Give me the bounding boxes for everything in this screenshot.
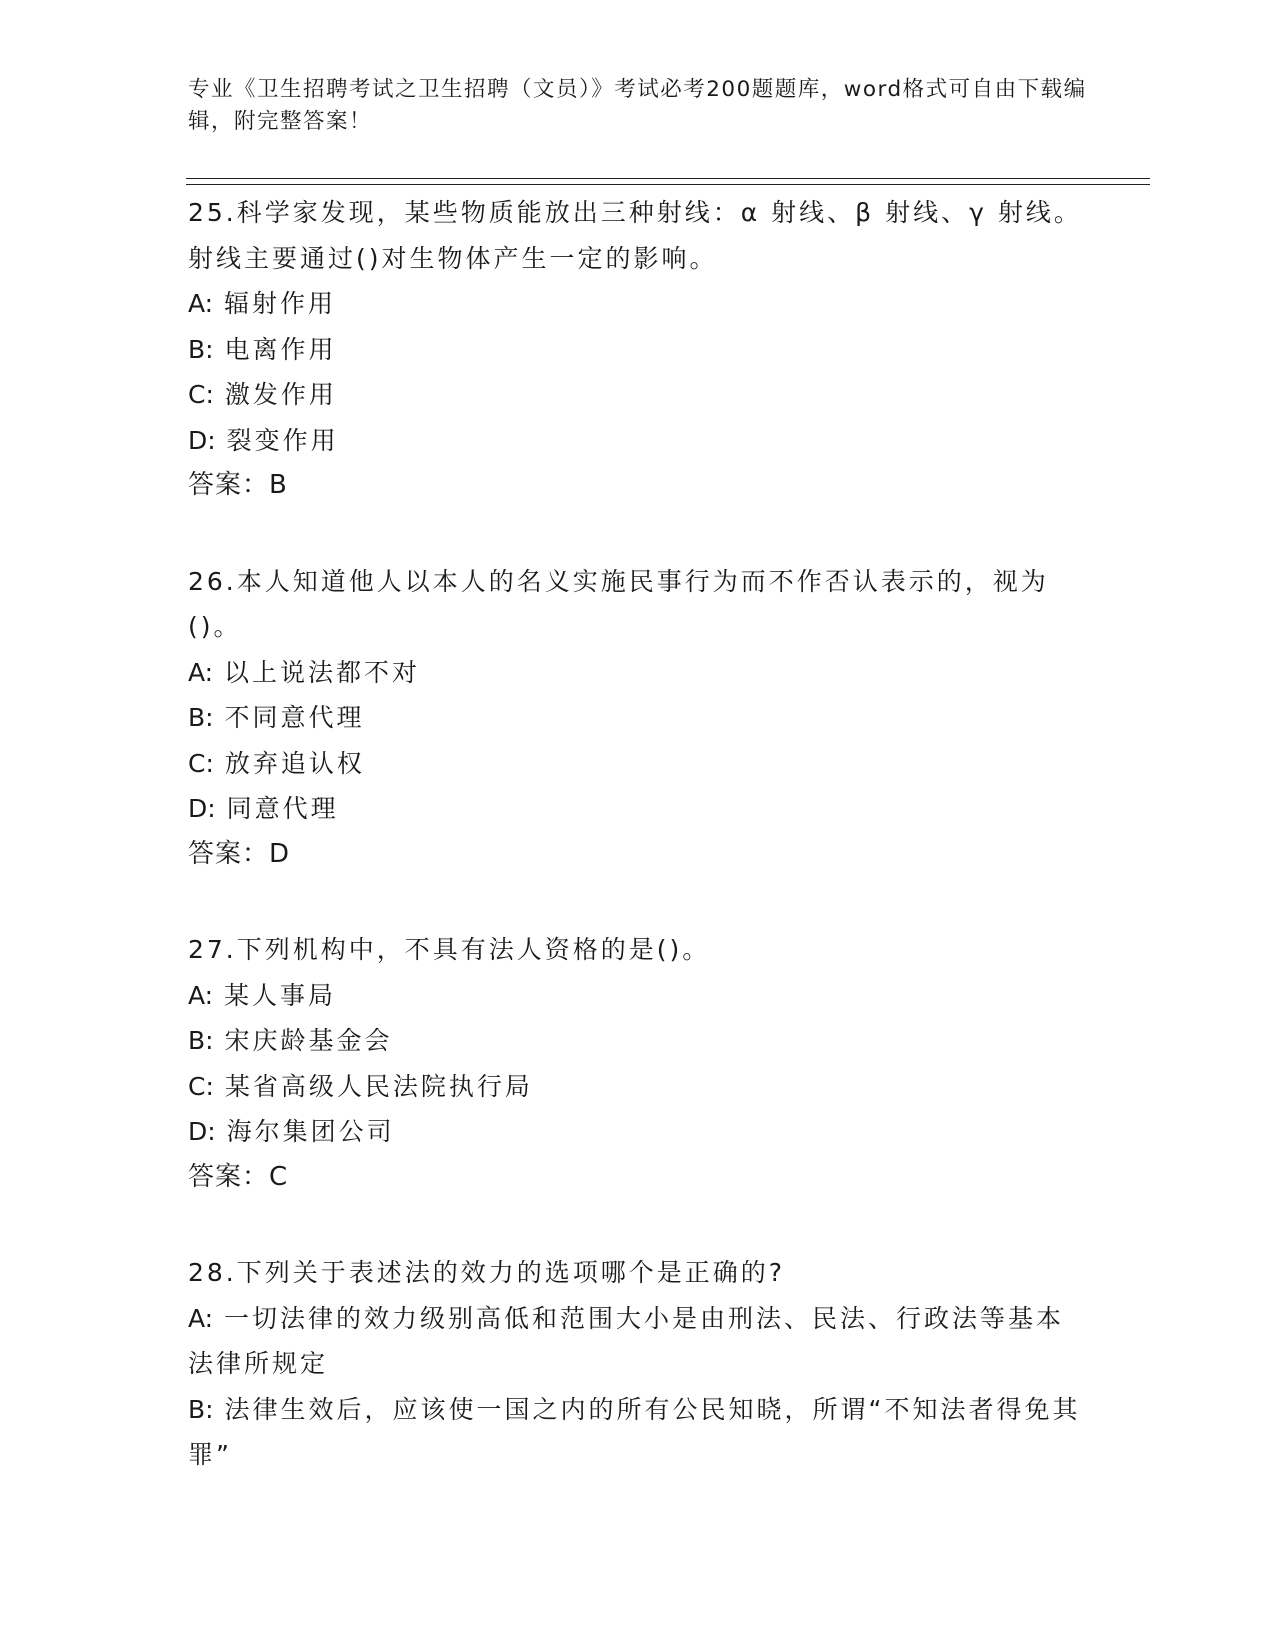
question-25 — [188, 190, 1088, 509]
question-stem: 28.下列关于表述法的效力的选项哪个是正确的? — [188, 1258, 786, 1287]
option-a: A: 某人事局 — [188, 980, 337, 1010]
header-rule-bottom — [186, 184, 1150, 185]
option-b: B: 法律生效后，应该使一国之内的所有公民知晓，所谓“不知法者得免其罪” — [188, 1394, 1081, 1469]
answer-line: 答案：D — [188, 838, 291, 869]
question-26 — [188, 559, 1088, 878]
option-b: B: 电离作用 — [188, 334, 337, 364]
option-d: D: 海尔集团公司 — [188, 1117, 395, 1146]
page-header-text: 专业《卫生招聘考试之卫生招聘（文员）》考试必考200题题库，word格式可自由下载编辑，附完整答案！ — [188, 77, 1087, 134]
option-c: C: 激发作用 — [188, 380, 337, 409]
question-stem: 26.本人知道他人以本人的名义实施民事行为而不作否认表示的，视为()。 — [188, 566, 1049, 641]
answer-line: 答案：C — [188, 1161, 289, 1192]
option-c: C: 某省高级人民法院执行局 — [188, 1071, 533, 1101]
answer-line: 答案：B — [188, 470, 288, 500]
option-a: A: 以上说法都不对 — [188, 657, 421, 687]
option-b: B: 宋庆龄基金会 — [188, 1026, 393, 1055]
question-list — [188, 190, 1088, 1528]
question-27 — [188, 927, 1088, 1200]
option-a: A: 辐射作用 — [188, 289, 337, 318]
header-rule-top — [186, 178, 1150, 179]
question-stem: 25.科学家发现，某些物质能放出三种射线：α 射线、β 射线、γ 射线。射线主要通过()对生物体产生一定的影响。 — [188, 198, 1082, 273]
option-b: B: 不同意代理 — [188, 703, 365, 732]
option-d: D: 同意代理 — [188, 794, 339, 823]
question-stem: 27.下列机构中，不具有法人资格的是()。 — [188, 935, 711, 964]
option-a: A: 一切法律的效力级别高低和范围大小是由刑法、民法、行政法等基本法律所规定 — [188, 1303, 1065, 1378]
option-c: C: 放弃追认权 — [188, 748, 365, 778]
option-d: D: 裂变作用 — [188, 425, 339, 455]
question-28 — [188, 1250, 1088, 1478]
